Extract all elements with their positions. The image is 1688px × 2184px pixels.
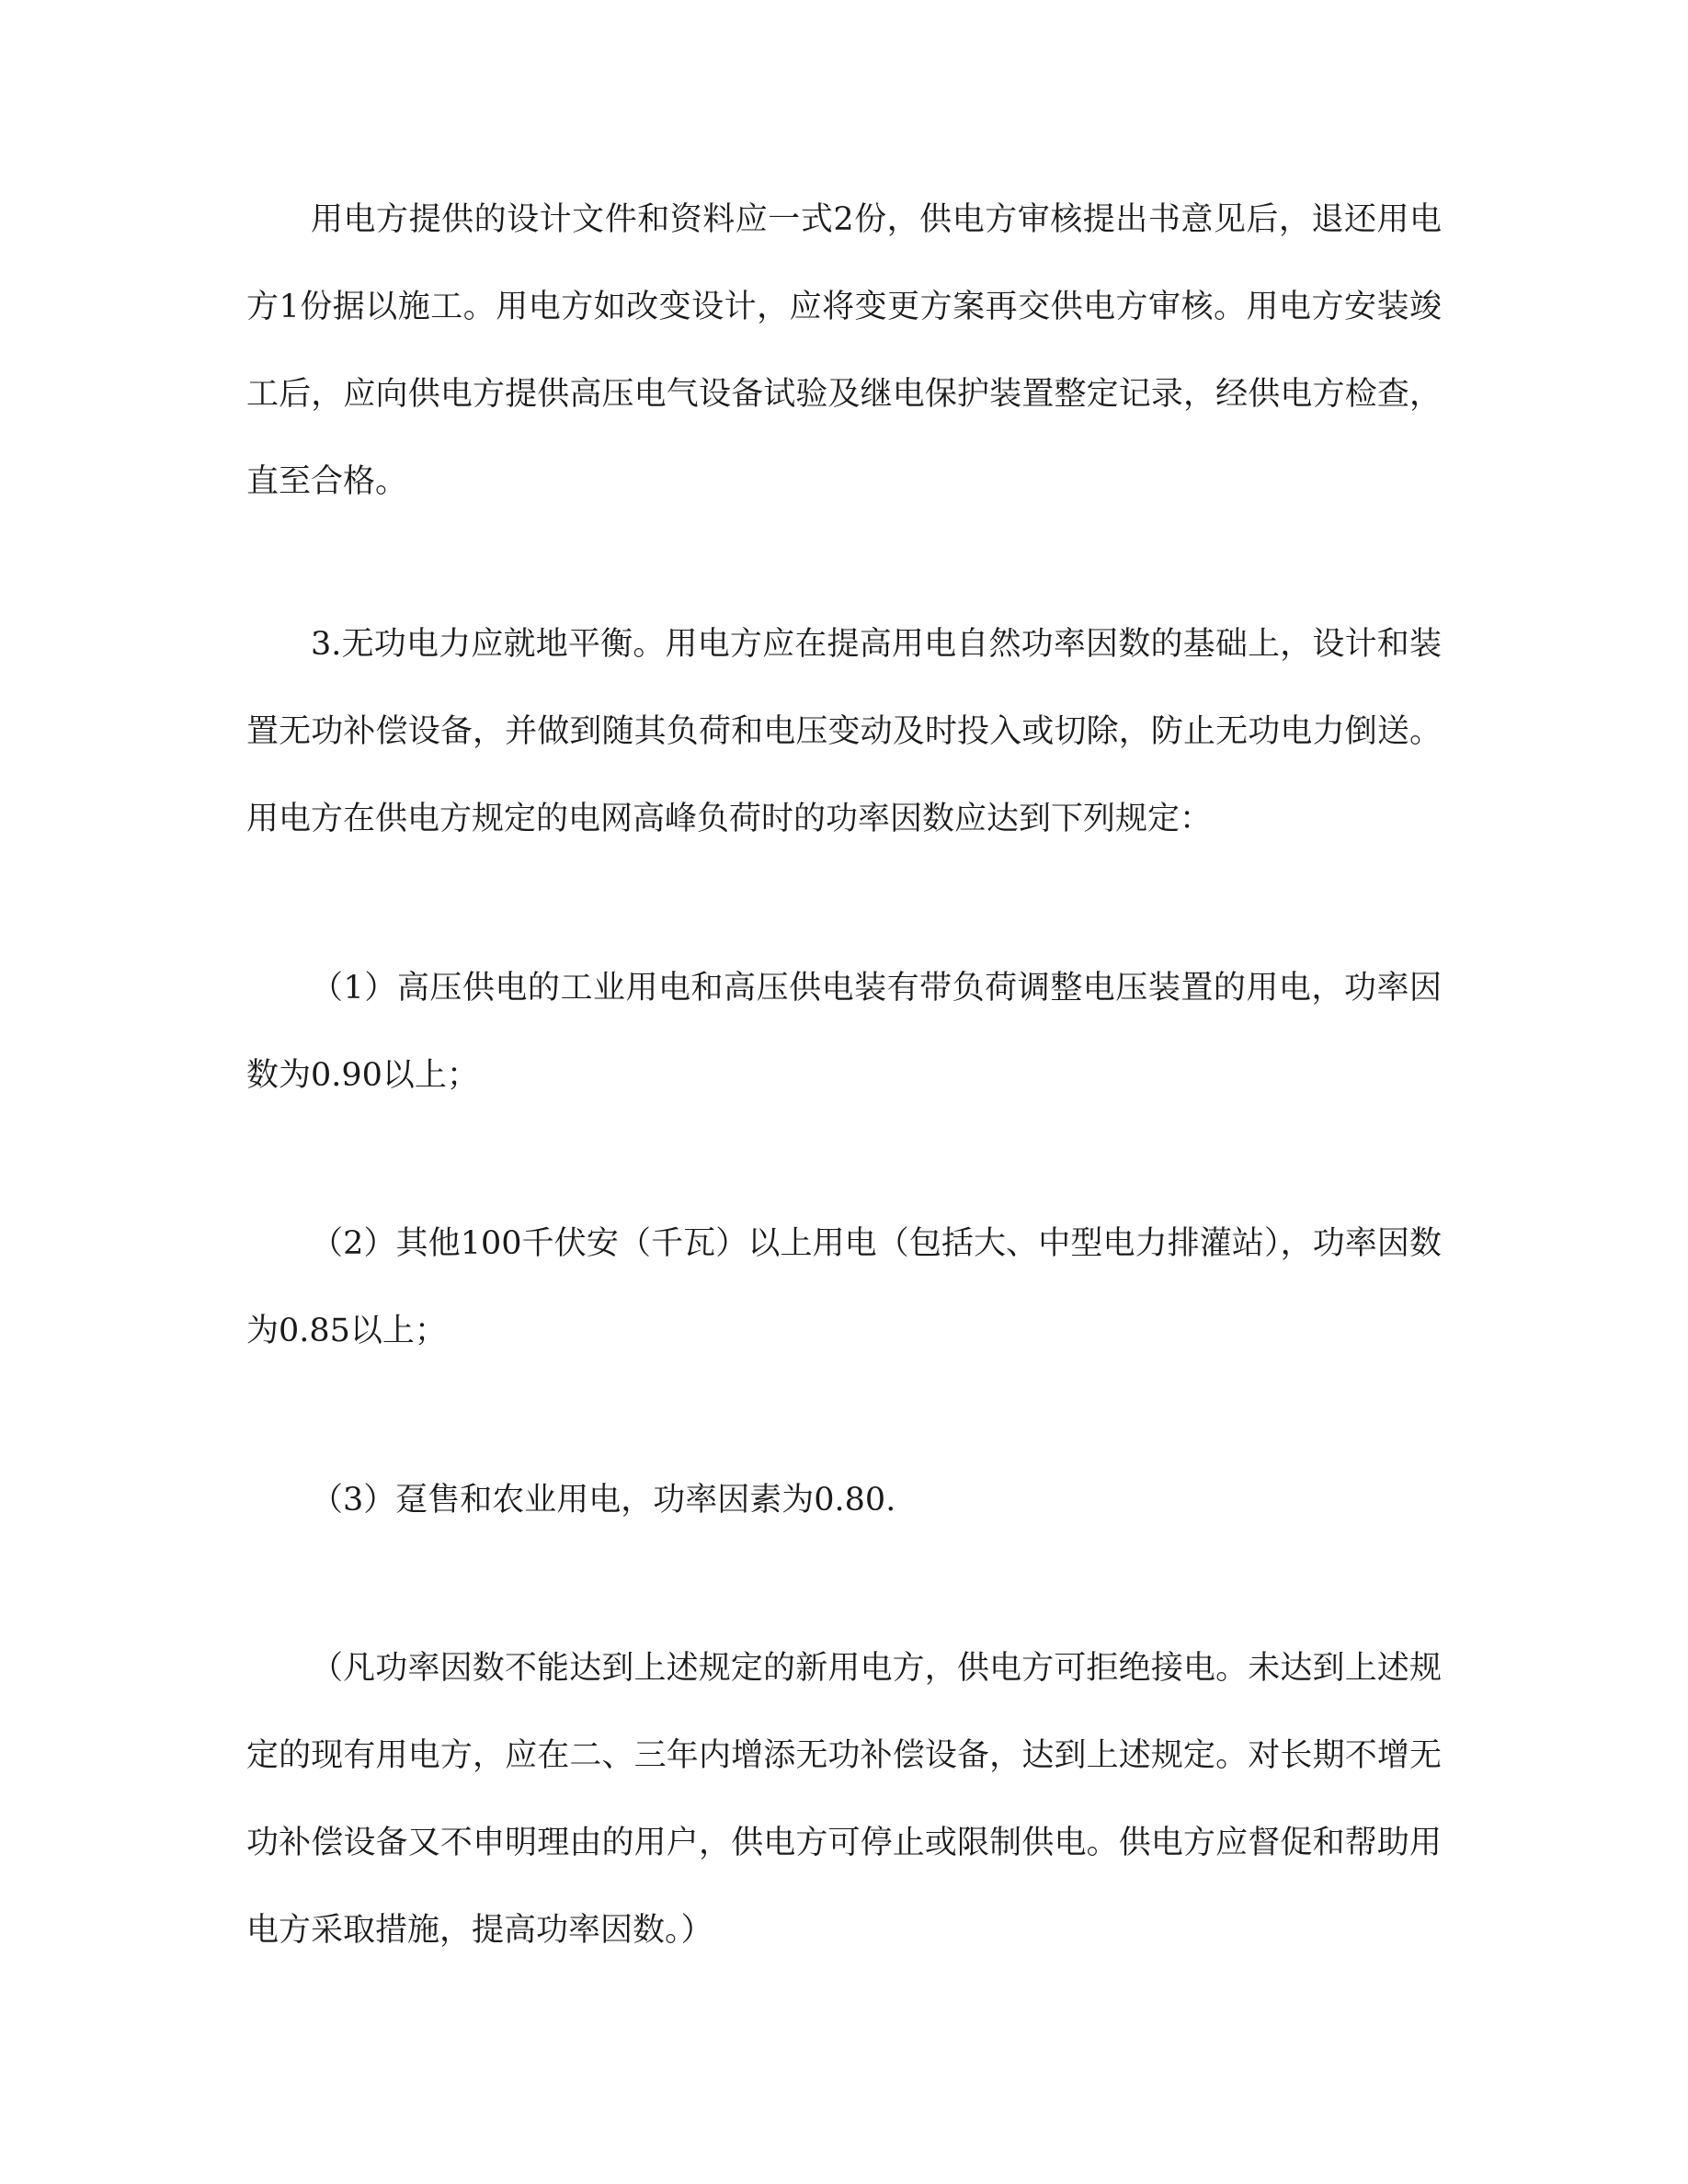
paragraph-rule-3: （3）趸售和农业用电，功率因素为0.80. [311, 1482, 896, 1519]
paragraph-rule-1: （1）高压供电的工业用电和高压供电装有带负荷调整电压装置的用电，功率因数为0.90以上； [246, 970, 1442, 1094]
paragraph-design-documents: 用电方提供的设计文件和资料应一式2份，供电方审核提出书意见后，退还用电方1份据以施工。用电方如改变设计，应将变更方案再交供电方审核。用电方安装竣工后，应向供电方提供高压电气设备试验及继电保护装置整定记录，经供电方检查，直至合格。 [246, 201, 1442, 500]
paragraph-note: （凡功率因数不能达到上述规定的新用电方，供电方可拒绝接电。未达到上述规定的现有用电方，应在二、三年内增添无功补偿设备，达到上述规定。对长期不增无功补偿设备又不申明理由的用户，供电方可停止或限制供电。供电方应督促和帮助用电方采取措施，提高功率因数。） [246, 1650, 1442, 1949]
paragraph-reactive-power: 3.无功电力应就地平衡。用电方应在提高用电自然功率因数的基础上，设计和装置无功补偿设备，并做到随其负荷和电压变动及时投入或切除，防止无功电力倒送。用电方在供电方规定的电网高峰负荷时的功率因数应达到下列规定： [246, 626, 1442, 837]
paragraph-rule-2: （2）其他100千伏安（千瓦）以上用电（包括大、中型电力排灌站），功率因数为0.85以上； [246, 1225, 1442, 1349]
